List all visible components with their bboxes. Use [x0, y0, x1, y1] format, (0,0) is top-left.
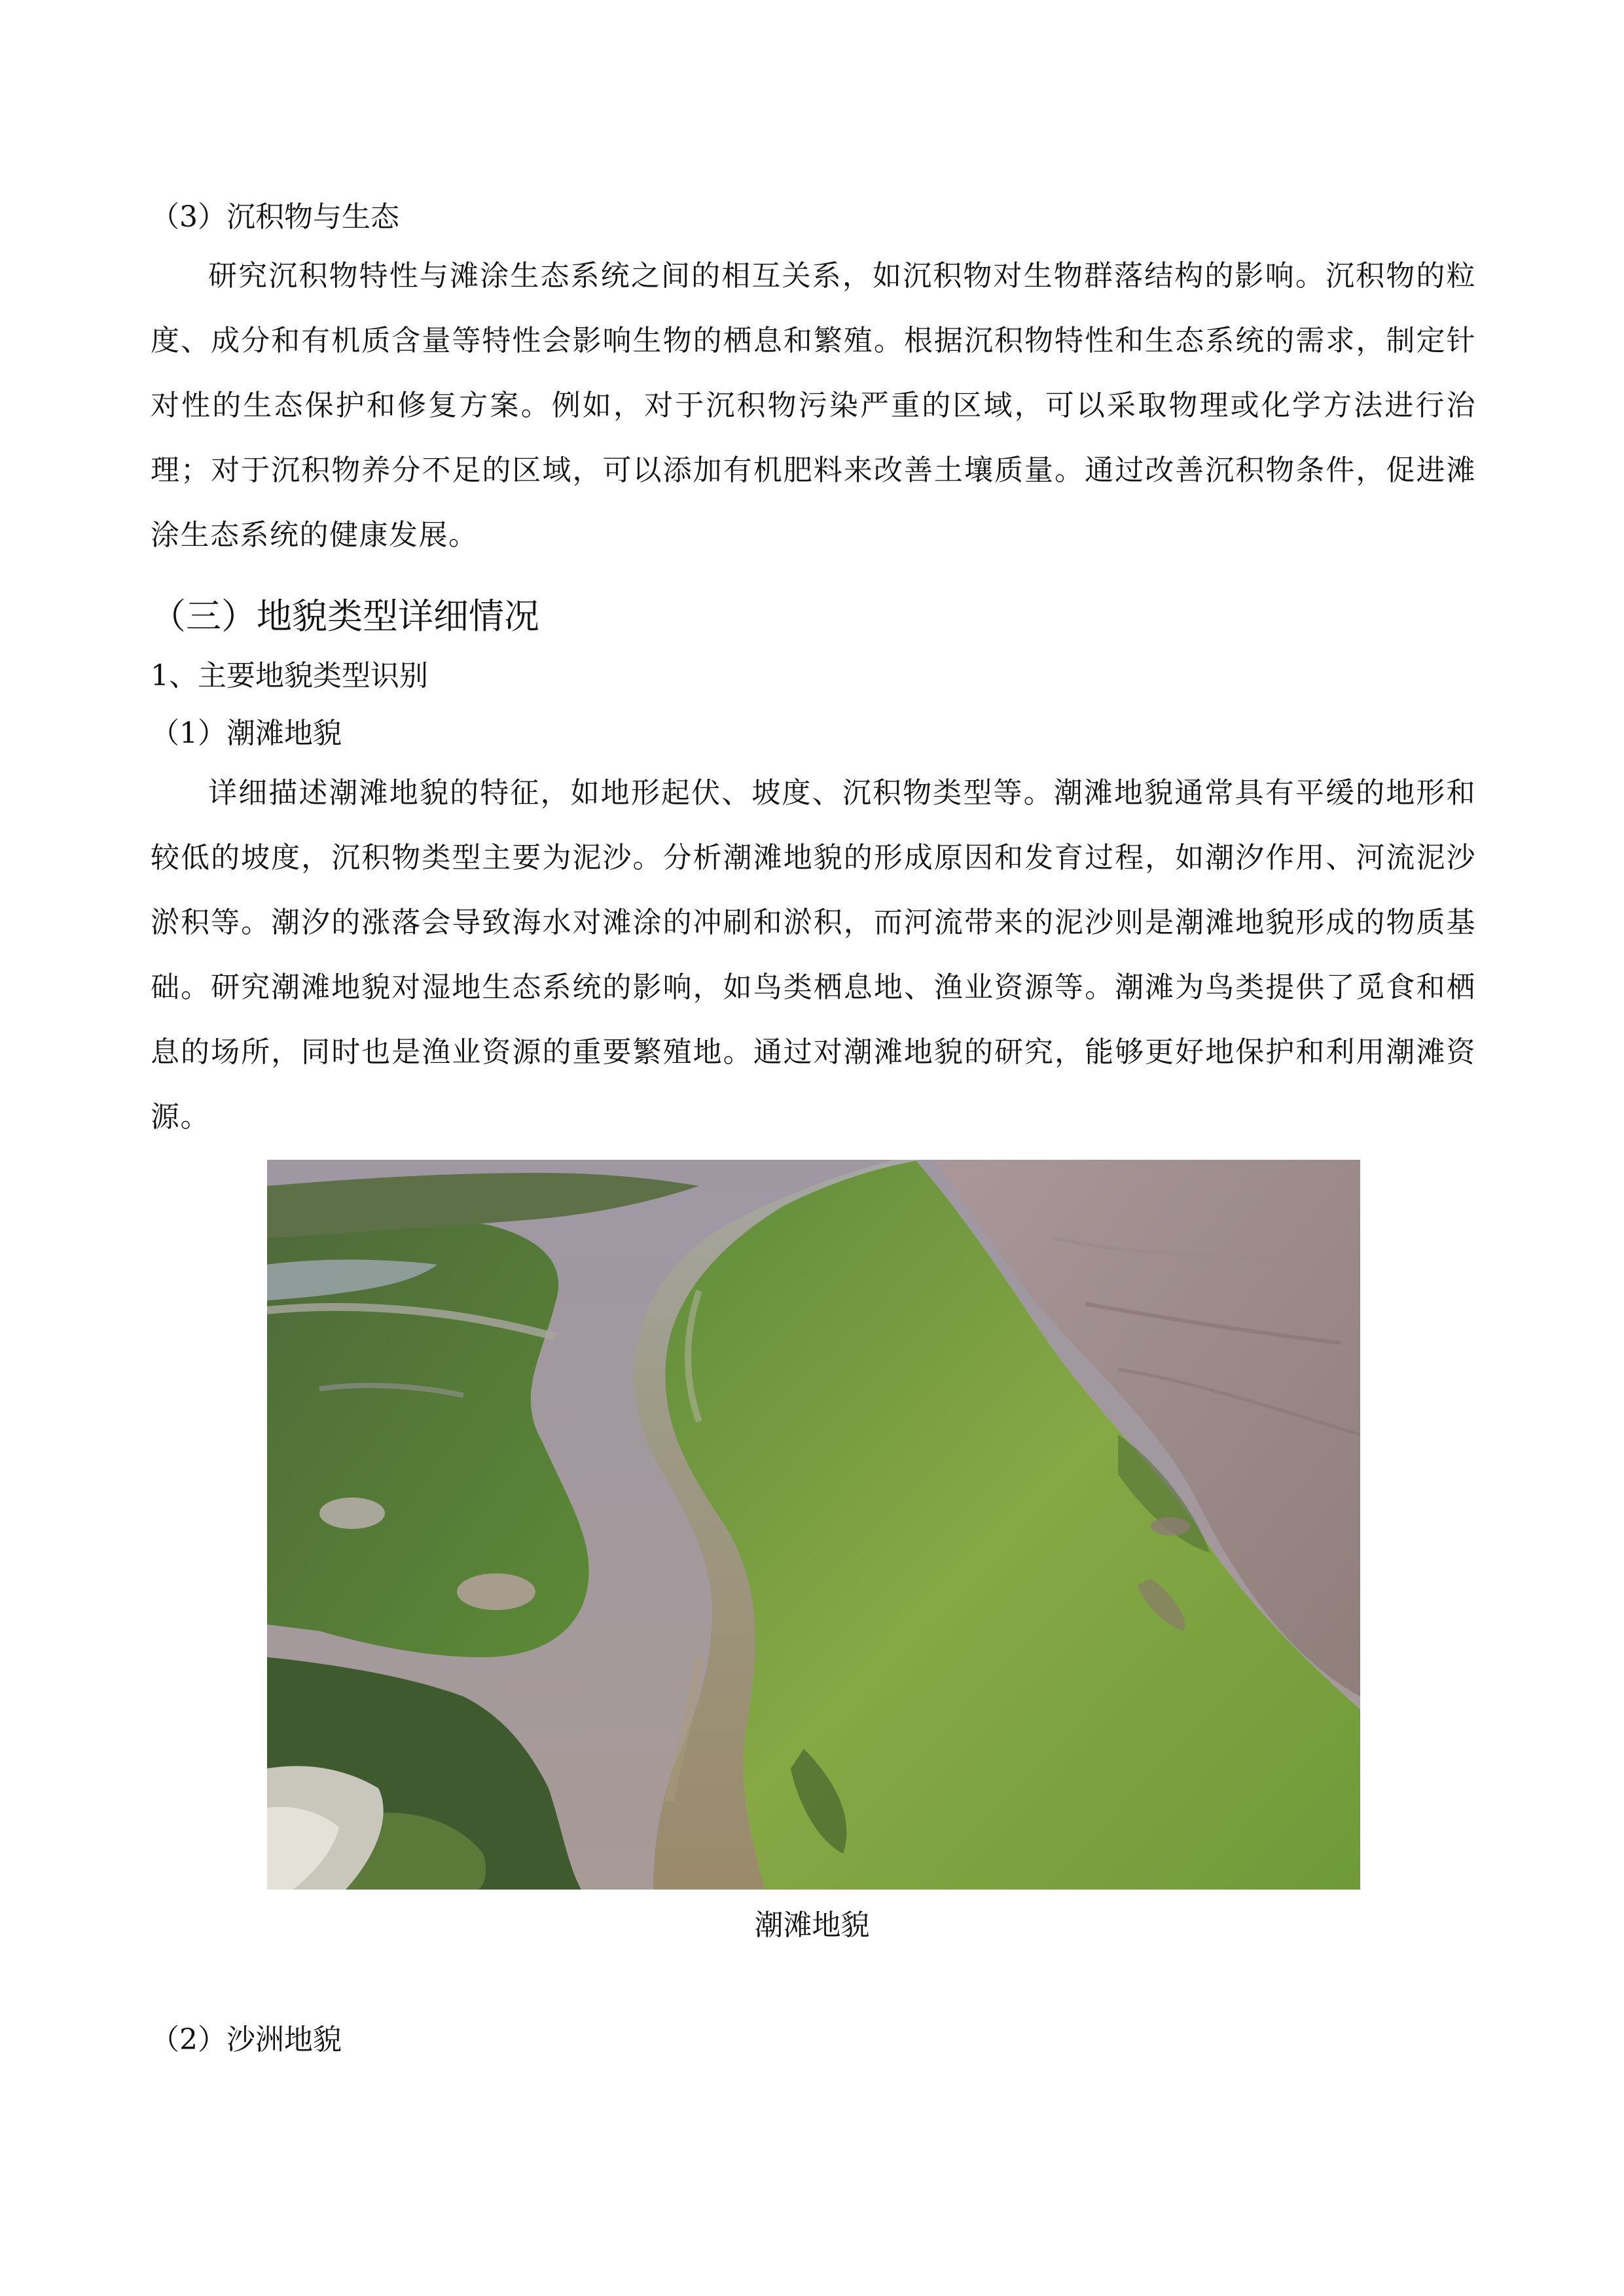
tidal-flat-aerial-photo [267, 1160, 1360, 1890]
subsection-heading: 1、主要地貌类型识别 [151, 659, 428, 692]
item-1-heading: （1）潮滩地貌 [151, 717, 342, 750]
figure-caption: 潮滩地貌 [754, 1909, 870, 1942]
item-1-paragraph: 详细描述潮滩地貌的特征，如地形起伏、坡度、沉积物类型等。潮滩地貌通常具有平缓的地形和较低的坡度，沉积物类型主要为泥沙。分析潮滩地貌的形成原因和发育过程，如潮汐作用、河流泥沙淤积等。潮汐的涨落会导致海水对滩涂的冲刷和淤积，而河流带来的泥沙则是潮滩地貌形成的物质基础。研究潮滩地貌对湿地生态系统的影响，如鸟类栖息地、渔业资源等。潮滩为鸟类提供了觅食和栖息的场所，同时也是渔业资源的重要繁殖地。通过对潮滩地貌的研究，能够更好地保护和利用潮滩资源。 [151, 776, 1476, 1134]
item-2-heading: （2）沙洲地貌 [151, 2023, 342, 2056]
chapter-heading: （三）地貌类型详细情况 [151, 596, 539, 637]
section-3-heading: （3）沉积物与生态 [151, 200, 399, 234]
section-3-paragraph: 研究沉积物特性与滩涂生态系统之间的相互关系，如沉积物对生物群落结构的影响。沉积物的粒度、成分和有机质含量等特性会影响生物的栖息和繁殖。根据沉积物特性和生态系统的需求，制定针对性的生态保护和修复方案。例如，对于沉积物污染严重的区域，可以采取物理或化学方法进行治理；对于沉积物养分不足的区域，可以添加有机肥料来改善土壤质量。通过改善沉积物条件，促进滩涂生态系统的健康发展。 [151, 259, 1476, 552]
